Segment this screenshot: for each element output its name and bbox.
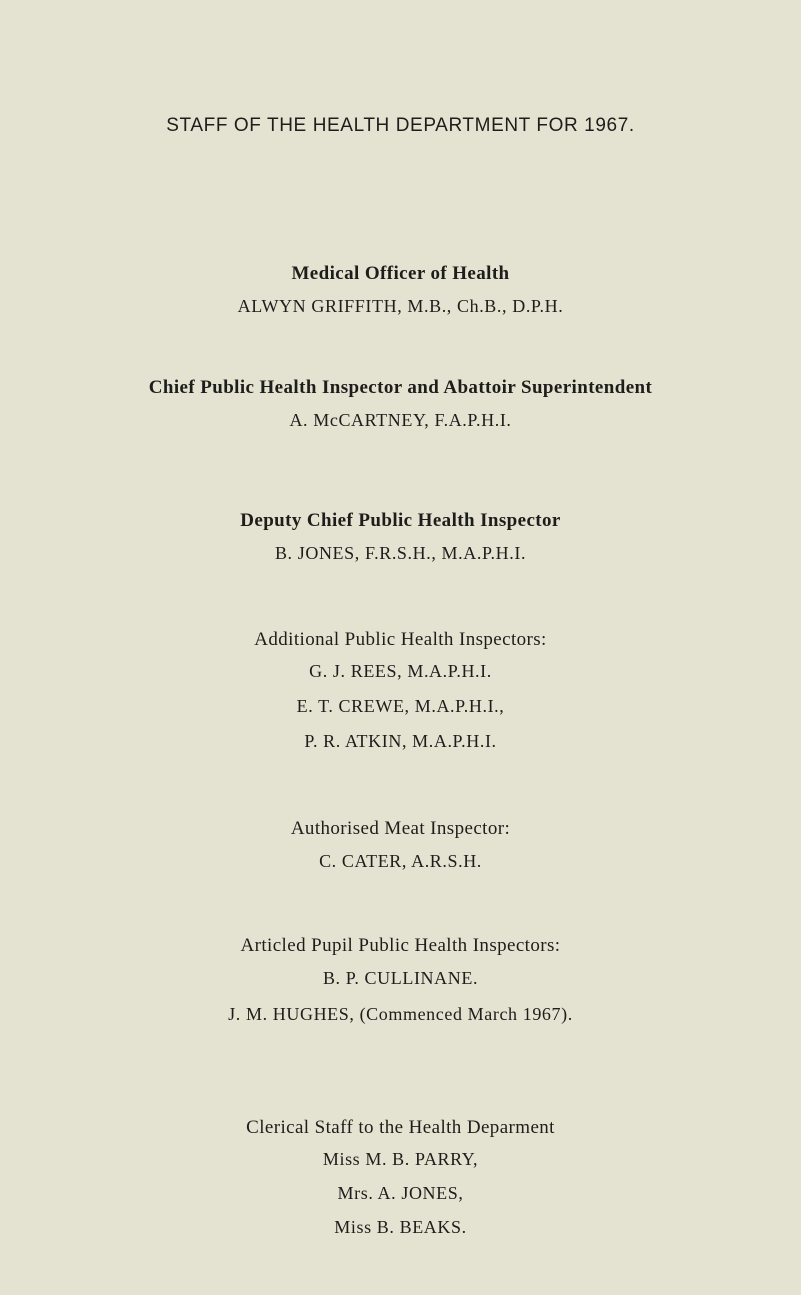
staff-name: Miss M. B. PARRY, — [322, 1149, 479, 1169]
page-title: STAFF OF THE HEALTH DEPARTMENT FOR 1967. — [166, 115, 635, 136]
section-chief-inspector — [0, 373, 801, 438]
section-medical-officer — [0, 259, 801, 324]
section-heading: Clerical Staff to the Health Deparment — [246, 1117, 555, 1138]
section-heading: Chief Public Health Inspector and Abattoir Superintendent — [148, 377, 653, 398]
section-heading: Deputy Chief Public Health Inspector — [240, 510, 561, 531]
staff-name: Miss B. BEAKS. — [334, 1217, 467, 1237]
section-deputy-chief — [0, 506, 801, 571]
staff-name: E. T. CREWE, M.A.P.H.I., — [296, 696, 505, 716]
staff-name: A. McCARTNEY, F.A.P.H.I. — [289, 410, 512, 430]
section-pupil-inspectors — [0, 931, 801, 1032]
staff-name: B. JONES, F.R.S.H., M.A.P.H.I. — [274, 543, 527, 563]
section-heading: Authorised Meat Inspector: — [290, 818, 511, 839]
section-heading: Additional Public Health Inspectors: — [254, 629, 547, 650]
section-heading: Articled Pupil Public Health Inspectors: — [240, 935, 561, 956]
section-additional-inspectors — [0, 625, 801, 759]
section-heading: Medical Officer of Health — [291, 263, 510, 284]
staff-name: ALWYN GRIFFITH, M.B., Ch.B., D.P.H. — [237, 296, 564, 316]
staff-name: G. J. REES, M.A.P.H.I. — [309, 661, 492, 681]
staff-name: Mrs. A. JONES, — [337, 1183, 464, 1203]
staff-name: B. P. CULLINANE. — [322, 968, 479, 988]
staff-name: C. CATER, A.R.S.H. — [319, 851, 482, 871]
staff-name: P. R. ATKIN, M.A.P.H.I. — [304, 731, 497, 751]
staff-name: J. M. HUGHES, (Commenced March 1967). — [228, 1004, 573, 1024]
section-meat-inspector — [0, 814, 801, 879]
section-clerical-staff — [0, 1113, 801, 1244]
